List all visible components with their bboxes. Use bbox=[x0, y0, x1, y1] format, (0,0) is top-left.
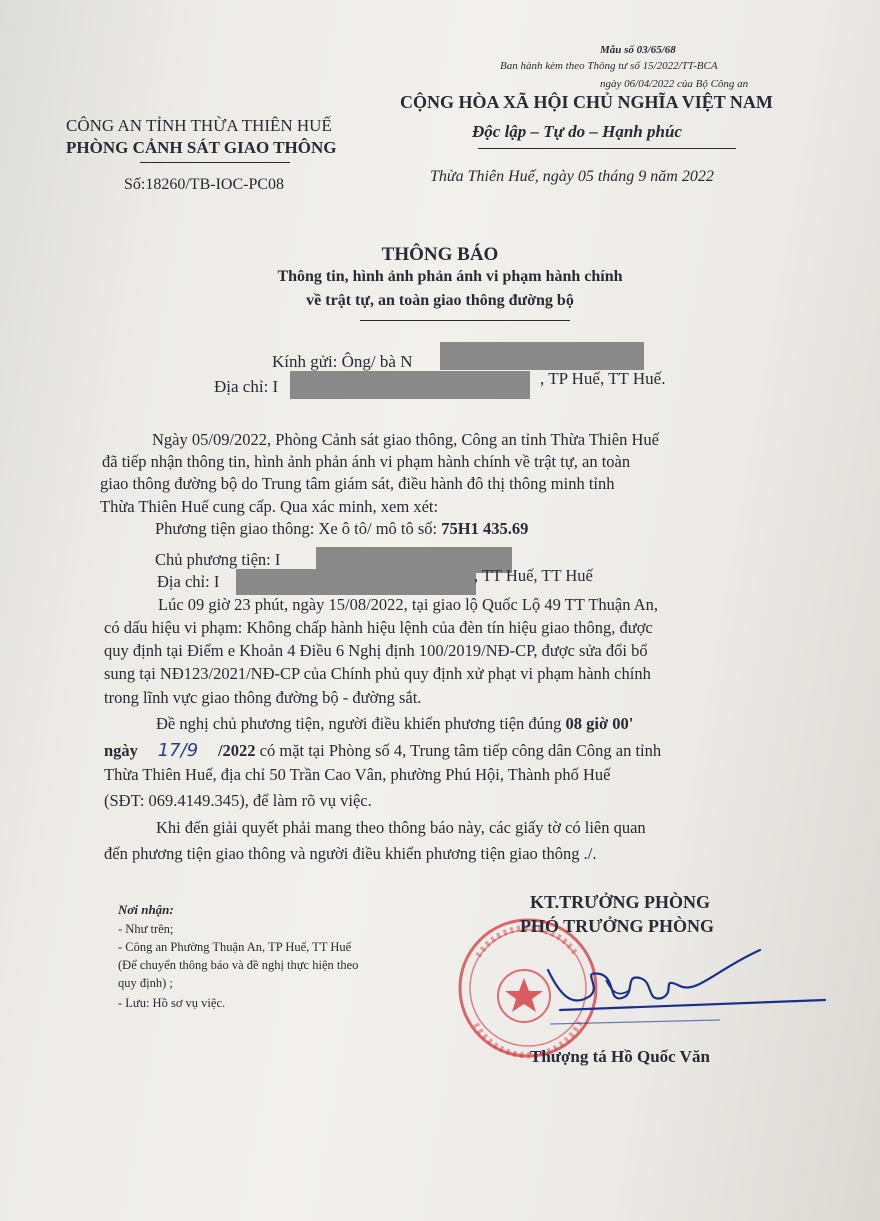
owner-address-label: Địa chỉ: I bbox=[157, 572, 220, 591]
body-p2-line2: có dấu hiệu vi phạm: Không chấp hành hiệu lệnh của đèn tín hiệu giao thông, được bbox=[104, 618, 653, 637]
signature-role-line1: KT.TRƯỞNG PHÒNG bbox=[530, 892, 710, 912]
redacted-owner-address bbox=[236, 569, 476, 595]
signature-role-line2: PHÓ TRƯỞNG PHÒNG bbox=[520, 916, 715, 936]
handwritten-day: 17/9 bbox=[157, 740, 199, 761]
recipients-item: - Lưu: Hồ sơ vụ việc. bbox=[118, 996, 226, 1010]
motto-underline bbox=[478, 148, 736, 149]
body-p1-line4: Thừa Thiên Huế cung cấp. Qua xác minh, xem xét: bbox=[100, 497, 439, 516]
appointment-place: có mặt tại Phòng số 4, Trung tâm tiếp công dân Công an tỉnh bbox=[255, 741, 662, 760]
document-subtitle-line1: Thông tin, hình ảnh phản ánh vi phạm hành chính bbox=[277, 268, 623, 285]
agency-underline bbox=[140, 162, 290, 163]
vehicle-label: Phương tiện giao thông: Xe ô tô/ mô tô số: bbox=[155, 519, 442, 538]
body-p2-line3: quy định tại Điểm e Khoản 4 Điều 6 Nghị định 100/2019/NĐ-CP, được sửa đổi bổ bbox=[104, 641, 648, 660]
owner-label: Chủ phương tiện: I bbox=[155, 550, 281, 569]
subtitle-underline bbox=[360, 320, 570, 321]
redacted-recipient-address bbox=[290, 371, 530, 399]
body-p3-line1-text: Đề nghị chủ phương tiện, người điều khiển phương tiện đúng bbox=[156, 714, 566, 733]
nation-motto: Độc lập – Tự do – Hạnh phúc bbox=[472, 122, 682, 141]
recipient-label: Kính gửi: Ông/ bà N bbox=[272, 352, 413, 371]
body-p2-line1: Lúc 09 giờ 23 phút, ngày 15/08/2022, tại giao lộ Quốc Lộ 49 TT Thuận An, bbox=[158, 595, 659, 614]
recipients-item: - Công an Phường Thuận An, TP Huế, TT Huế bbox=[118, 940, 352, 954]
body-p3-line4: (SĐT: 069.4149.345), để làm rõ vụ việc. bbox=[104, 791, 372, 810]
appointment-day-label: ngày bbox=[104, 741, 138, 760]
owner-address-tail: , TT Huế, TT Huế bbox=[474, 566, 593, 585]
document-subtitle-line2: về trật tự, an toàn giao thông đường bộ bbox=[306, 292, 574, 309]
body-p3-line2 bbox=[104, 740, 661, 761]
body-p2-line4: sung tại NĐ123/2021/NĐ-CP của Chính phủ quy định xử phạt vi phạm hành chính bbox=[104, 664, 651, 683]
vehicle-line bbox=[155, 519, 528, 539]
form-issued-with: Ban hành kèm theo Thông tư số 15/2022/TT-BCA bbox=[500, 60, 718, 72]
body-p1-line3: giao thông đường bộ do Trung tâm giám sát, điều hành đô thị thông minh tỉnh bbox=[100, 474, 615, 493]
body-p4-line1: Khi đến giải quyết phải mang theo thông báo này, các giấy tờ có liên quan bbox=[156, 818, 646, 837]
recipients-item: (Để chuyển thông báo và đề nghị thực hiện theo bbox=[118, 958, 359, 972]
form-number: Mẫu số 03/65/68 bbox=[600, 44, 676, 56]
body-p1-line1: Ngày 05/09/2022, Phòng Cảnh sát giao thông, Công an tỉnh Thừa Thiên Huế bbox=[152, 430, 659, 449]
body-p1-line2: đã tiếp nhận thông tin, hình ảnh phản ánh vi phạm hành chính về trật tự, an toàn bbox=[102, 452, 631, 471]
body-p4-line2: đến phương tiện giao thông và người điều khiển phương tiện giao thông ./. bbox=[104, 844, 597, 863]
appointment-year: /2022 bbox=[217, 741, 256, 760]
place-date: Thừa Thiên Huế, ngày 05 tháng 9 năm 2022 bbox=[430, 168, 714, 185]
agency-name: PHÒNG CẢNH SÁT GIAO THÔNG bbox=[66, 138, 337, 157]
document-number: Số:18260/TB-IOC-PC08 bbox=[124, 176, 285, 193]
recipient-address-label: Địa chỉ: I bbox=[214, 377, 279, 396]
handwritten-signature-icon bbox=[520, 940, 840, 1040]
agency-parent: CÔNG AN TỈNH THỪA THIÊN HUẾ bbox=[66, 116, 332, 135]
signer-name: Thượng tá Hồ Quốc Văn bbox=[530, 1047, 710, 1066]
document-title: THÔNG BÁO bbox=[381, 244, 499, 265]
body-p3-line1 bbox=[156, 714, 633, 734]
nation-title: CỘNG HÒA XÃ HỘI CHỦ NGHĨA VIỆT NAM bbox=[400, 92, 773, 112]
body-p3-line3: Thừa Thiên Huế, địa chỉ 50 Trần Cao Vân, phường Phú Hội, Thành phố Huế bbox=[104, 765, 611, 784]
recipients-item: - Như trên; bbox=[118, 922, 174, 936]
redacted-recipient-name bbox=[440, 342, 644, 370]
appointment-time: 08 giờ 00' bbox=[565, 714, 634, 733]
form-issued-date: ngày 06/04/2022 của Bộ Công an bbox=[600, 78, 749, 90]
recipient-address-tail: , TP Huế, TT Huế. bbox=[540, 369, 666, 388]
recipients-item: quy định) ; bbox=[118, 976, 173, 990]
recipients-title: Nơi nhận: bbox=[118, 902, 174, 917]
license-plate: 75H1 435.69 bbox=[441, 519, 529, 538]
body-p2-line5: trong lĩnh vực giao thông đường bộ - đường sắt. bbox=[104, 688, 422, 707]
